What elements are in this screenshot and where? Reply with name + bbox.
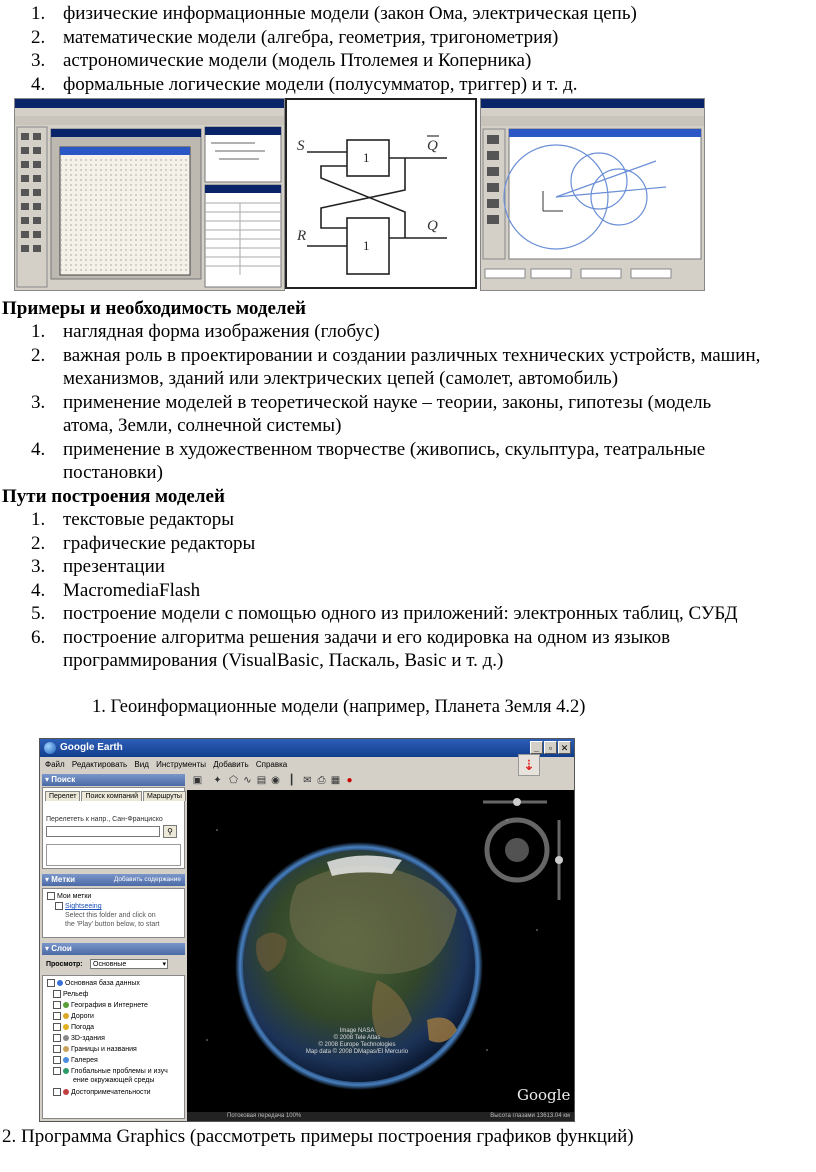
tree-item[interactable]: Галерея <box>53 1056 98 1064</box>
gate-bottom-label: 1 <box>363 238 370 253</box>
places-panel-header[interactable]: ▾ Метки Добавить содержание <box>42 874 185 886</box>
examples-list <box>0 320 816 485</box>
list-item: 6. построение алгоритма решения задачи и его кодировка на одном из языков программирования (VisualBasic, Паскаль, Basic и т. д.) <box>31 626 671 671</box>
label-q: Q <box>427 218 438 234</box>
print-icon[interactable]: ⎙ <box>317 775 326 786</box>
list-item: 4. MacromediaFlash <box>31 579 201 601</box>
paths-heading: Пути построения моделей <box>2 486 225 507</box>
menu-help[interactable]: Справка <box>255 760 288 769</box>
ruler-icon[interactable]: ┃ <box>288 775 295 786</box>
list-item: 3. астрономические модели (модель Птолемея и Коперника) <box>31 50 532 71</box>
chevron-down-icon: ▾ <box>162 961 166 968</box>
eye-altitude: Высота глазами 13613.04 км <box>490 1113 570 1119</box>
label-r: R <box>297 228 307 244</box>
download-arrow-icon[interactable]: ⇣ <box>518 754 540 776</box>
menu-edit[interactable]: Редактировать <box>71 760 128 769</box>
list-item: 1. физические информационные модели (закон Ома, электрическая цепь) <box>31 3 637 24</box>
geometry-program-screenshot <box>480 98 705 291</box>
layers-panel <box>42 975 185 1119</box>
view-select[interactable]: Основные ▾ <box>90 959 168 969</box>
trigger-schematic <box>287 100 475 287</box>
placemark-icon[interactable]: ✦ <box>213 775 222 786</box>
ge-menubar <box>40 757 574 772</box>
close-icon[interactable]: ✕ <box>558 741 571 754</box>
tree-item[interactable]: Достопримечательности <box>53 1088 151 1096</box>
globe-drawing <box>187 790 574 1121</box>
places-panel <box>42 888 185 938</box>
graphics-program-line: 2. Программа Graphics (рассмотреть примеры построения графиков функций) <box>2 1126 634 1147</box>
geometry-drawing <box>481 99 704 290</box>
map-icon[interactable]: ▦ <box>330 775 341 786</box>
tree-item[interactable]: Sightseeing <box>55 902 102 910</box>
search-hint: Перелететь к напр., Сан-Франциско <box>46 816 163 823</box>
ge-window-title: Google Earth <box>60 742 123 753</box>
ge-sidebar <box>40 772 187 1121</box>
tree-item[interactable]: Мои метки <box>47 892 91 900</box>
menu-add[interactable]: Добавить <box>213 760 249 769</box>
search-panel-header[interactable]: ▾ Поиск <box>42 774 185 786</box>
menu-view[interactable]: Вид <box>134 760 149 769</box>
tree-item[interactable]: Глобальные проблемы и изуч <box>53 1067 168 1075</box>
overlay-icon[interactable]: ▤ <box>256 775 267 786</box>
list-item-text: формальные логические модели (полусумматор, триггер) и т. д. <box>63 73 578 95</box>
list-item-text: физические информационные модели (закон Ома, электрическая цепь) <box>63 3 637 24</box>
layers-panel-header[interactable]: ▾ Слои <box>42 943 185 955</box>
tree-item[interactable]: Рельеф <box>53 990 88 998</box>
imagery-attribution: Image NASA © 2008 Tele Atlas © 2008 Europe Technologies Map data © 2008 DMapas/El Mercurio <box>305 1028 409 1055</box>
search-tabs <box>45 791 187 801</box>
examples-heading: Примеры и необходимость моделей <box>2 298 306 319</box>
list-item: 5. построение модели с помощью одного из приложений: электронных таблиц, СУБД <box>31 603 738 624</box>
google-earth-screenshot <box>39 738 575 1122</box>
tree-note: the 'Play' button below, to start <box>65 921 160 928</box>
ge-toolbar <box>188 772 574 790</box>
list-item: 3. применение моделей в теоретической науке – теории, законы, гипотезы (модель атома, Земли, солнечной системы) <box>31 391 712 436</box>
list-item-text: математические модели (алгебра, геометрия, тригонометрия) <box>63 26 559 48</box>
path-icon[interactable]: ∿ <box>243 775 252 786</box>
list-item: 4. применение в художественном творчестве (живопись, скульптура, театральные постановки) <box>31 438 706 483</box>
add-content-link[interactable]: Добавить содержание <box>113 876 181 883</box>
tab-fly-to[interactable]: Перелет <box>45 791 80 801</box>
vb-designer-drawing <box>15 99 284 290</box>
tree-note: ение окружающей среды <box>73 1077 155 1084</box>
list-item: 1. текстовые редакторы <box>31 509 234 530</box>
list-item: 2. важная роль в проектировании и создании различных технических устройств, машин, механизмов, зданий или электрических цепей (самолет, автомобиль) <box>31 344 761 389</box>
search-icon[interactable]: ⚲ <box>163 825 177 838</box>
menu-file[interactable]: Файл <box>45 760 65 769</box>
list-item: 2. математические модели (алгебра, геометрия, тригонометрия) <box>31 26 559 48</box>
list-item: 3. презентации <box>31 556 165 577</box>
tree-item[interactable]: Погода <box>53 1023 94 1031</box>
search-panel <box>42 787 185 869</box>
tree-item[interactable]: Основная база данных <box>47 979 140 987</box>
tree-note: Select this folder and click on <box>65 912 156 919</box>
tree-item[interactable]: Дороги <box>53 1012 94 1020</box>
list-item: 4. формальные логические модели (полусумматор, триггер) и т. д. <box>31 73 578 95</box>
record-icon[interactable]: ● <box>346 775 353 786</box>
tree-item[interactable]: Границы и названия <box>53 1045 137 1053</box>
search-results <box>46 844 181 866</box>
label-q-bar: Q <box>427 138 438 154</box>
record-tour-icon[interactable]: ◉ <box>271 775 280 786</box>
gate-top-label: 1 <box>363 150 370 165</box>
tab-find-businesses[interactable]: Поиск компаний <box>81 791 142 801</box>
navigation-controls[interactable] <box>483 798 563 900</box>
sidebar-toggle-icon[interactable]: ▣ <box>192 775 203 786</box>
maximize-icon[interactable]: ▫ <box>544 741 557 754</box>
paths-list <box>0 508 816 673</box>
tree-item[interactable]: 3D-здания <box>53 1034 105 1042</box>
streaming-status: Потоковая передача 100% <box>227 1113 302 1119</box>
minimize-icon[interactable]: _ <box>530 741 543 754</box>
ge-titlebar <box>40 739 574 757</box>
menu-tools[interactable]: Инструменты <box>156 760 207 769</box>
google-earth-icon <box>44 742 56 754</box>
tab-directions[interactable]: Маршруты <box>143 791 186 801</box>
list-item-text: астрономические модели (модель Птолемея и Коперника) <box>63 50 532 71</box>
google-logo: Google <box>517 1086 571 1104</box>
vb-designer-screenshot <box>14 98 285 291</box>
search-input[interactable] <box>46 826 160 837</box>
view-label: Просмотр: <box>46 961 83 968</box>
label-s: S <box>297 138 305 154</box>
rs-trigger-diagram <box>285 98 477 289</box>
model-types-list <box>0 2 816 96</box>
globe-view[interactable] <box>187 790 574 1121</box>
email-icon[interactable]: ✉ <box>303 775 312 786</box>
tree-item[interactable]: География в Интернете <box>53 1001 148 1009</box>
list-item: 2. графические редакторы <box>31 532 256 554</box>
geo-models-line: 1. Геоинформационные модели (например, Планета Земля 4.2) <box>92 697 586 717</box>
ge-statusbar <box>187 1112 574 1121</box>
list-item: 1. наглядная форма изображения (глобус) <box>31 321 380 342</box>
polygon-icon[interactable]: ⬠ <box>229 775 238 786</box>
